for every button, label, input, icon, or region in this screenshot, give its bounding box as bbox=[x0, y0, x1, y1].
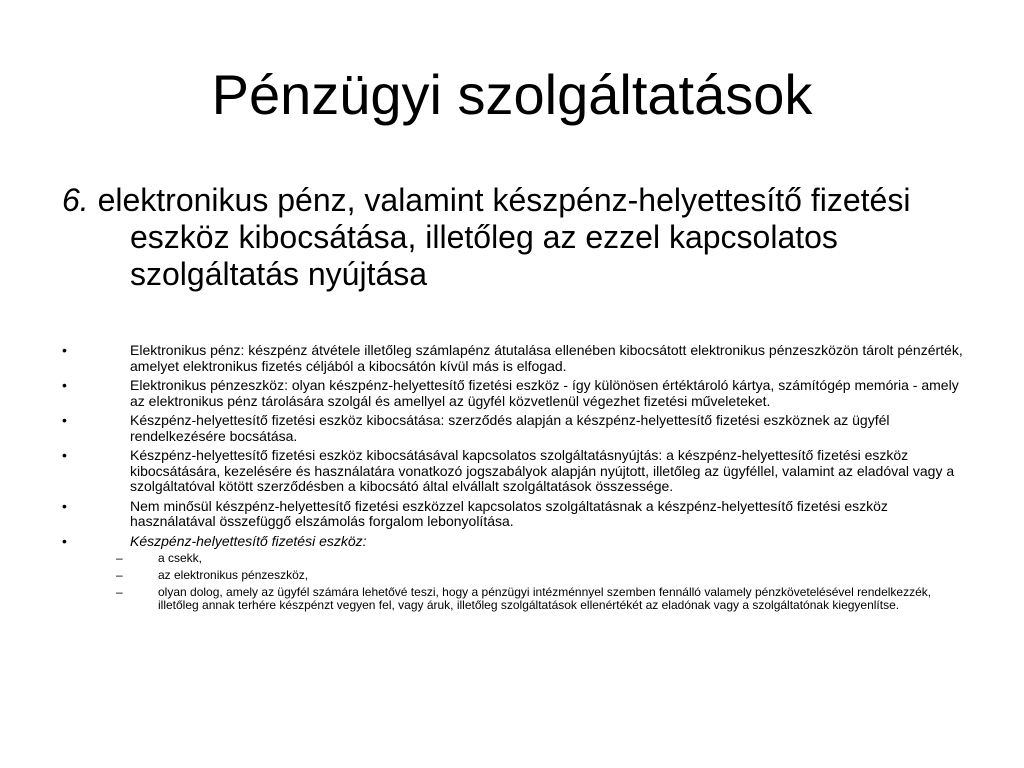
bullet-icon: • bbox=[62, 377, 67, 393]
bullet-item-issuance bbox=[62, 413, 968, 444]
sub-item-text: a csekk, bbox=[158, 551, 203, 565]
bullet-text: Elektronikus pénz: készpénz átvétele illetőleg számlapénz átutalása ellenében kibocsátott elektronikus pénzeszközön tárolt pénzérték, amelyet elektronikus fizetés céljából a kibocsátón kívül más is elfogad. bbox=[130, 342, 963, 374]
bullet-item-related-services bbox=[62, 448, 968, 495]
bullet-icon: • bbox=[62, 412, 67, 428]
bullet-icon: • bbox=[62, 447, 67, 463]
bullet-icon: • bbox=[62, 532, 67, 549]
bullet-text: Nem minősül készpénz-helyettesítő fizetési eszközzel kapcsolatos szolgáltatásnak a készpénz-helyettesítő fizetési eszköz használatával összefüggő elszámolás forgalom lebonyolítása. bbox=[130, 497, 888, 529]
sub-list bbox=[116, 552, 968, 612]
dash-icon: – bbox=[116, 551, 123, 565]
main-point-number: 6. bbox=[62, 182, 89, 218]
dash-icon: – bbox=[116, 585, 123, 599]
sub-item-text: olyan dolog, amely az ügyfél számára lehetővé teszi, hogy a pénzügyi intézménnyel szemben fennálló valamely pénzkövetelésével rendelkezzék, illetőleg annak terhére készpénzt vegyen fel, vagy áruk, illetőleg szolgáltatások ellenértékét az eladónak vagy a szolgáltatónak kiegyenlítse. bbox=[158, 585, 932, 612]
sub-item-cheque bbox=[116, 552, 968, 565]
sub-item-other-object bbox=[116, 586, 968, 612]
bullet-text: Készpénz-helyettesítő fizetési eszköz kibocsátása: szerződés alapján a készpénz-helyettesítő fizetési eszköznek az ügyfél rendelkezésére bocsátása. bbox=[130, 412, 890, 444]
bullet-text: Készpénz-helyettesítő fizetési eszköz: bbox=[130, 532, 367, 549]
bullet-icon: • bbox=[62, 497, 67, 514]
bullet-icon: • bbox=[62, 342, 67, 358]
bullet-text: Készpénz-helyettesítő fizetési eszköz kibocsátásával kapcsolatos szolgáltatásnyújtás: a készpénz-helyettesítő fizetési eszköz kibocsátására, kezelésére és használatára vonatkozó jogszabályok alapján nyújtott, illetőleg az ügyféllel, valamint az eladóval vagy a szolgáltatóval kötött szerződésben a kibocsátó által elvállalt szolgáltatások összessége. bbox=[130, 447, 955, 494]
bullet-text: Elektronikus pénzeszköz: olyan készpénz-helyettesítő fizetési eszköz - így különösen értéktároló kártya, számítógép memória - amely az elektronikus pénz tárolására szolgál és amellyel az ügyfél közvetlenül végezhet fizetési műveleteket. bbox=[130, 377, 959, 409]
bullet-item-exclusion bbox=[62, 499, 968, 530]
main-point-text: elektronikus pénz, valamint készpénz-helyettesítő fizetési eszköz kibocsátása, illetőleg az ezzel kapcsolatos szolgáltatás nyújtása bbox=[97, 182, 911, 292]
bullet-item-electronic-instrument bbox=[62, 378, 968, 409]
bullet-list bbox=[62, 343, 968, 616]
sub-item-text: az elektronikus pénzeszköz, bbox=[158, 568, 309, 582]
sub-item-electronic-instrument bbox=[116, 569, 968, 582]
dash-icon: – bbox=[116, 568, 123, 582]
main-point bbox=[62, 182, 1010, 293]
slide-title: Pénzügyi szolgáltatások bbox=[211, 63, 813, 126]
bullet-item-instrument-definition bbox=[62, 534, 968, 613]
bullet-item-electronic-money bbox=[62, 343, 968, 374]
